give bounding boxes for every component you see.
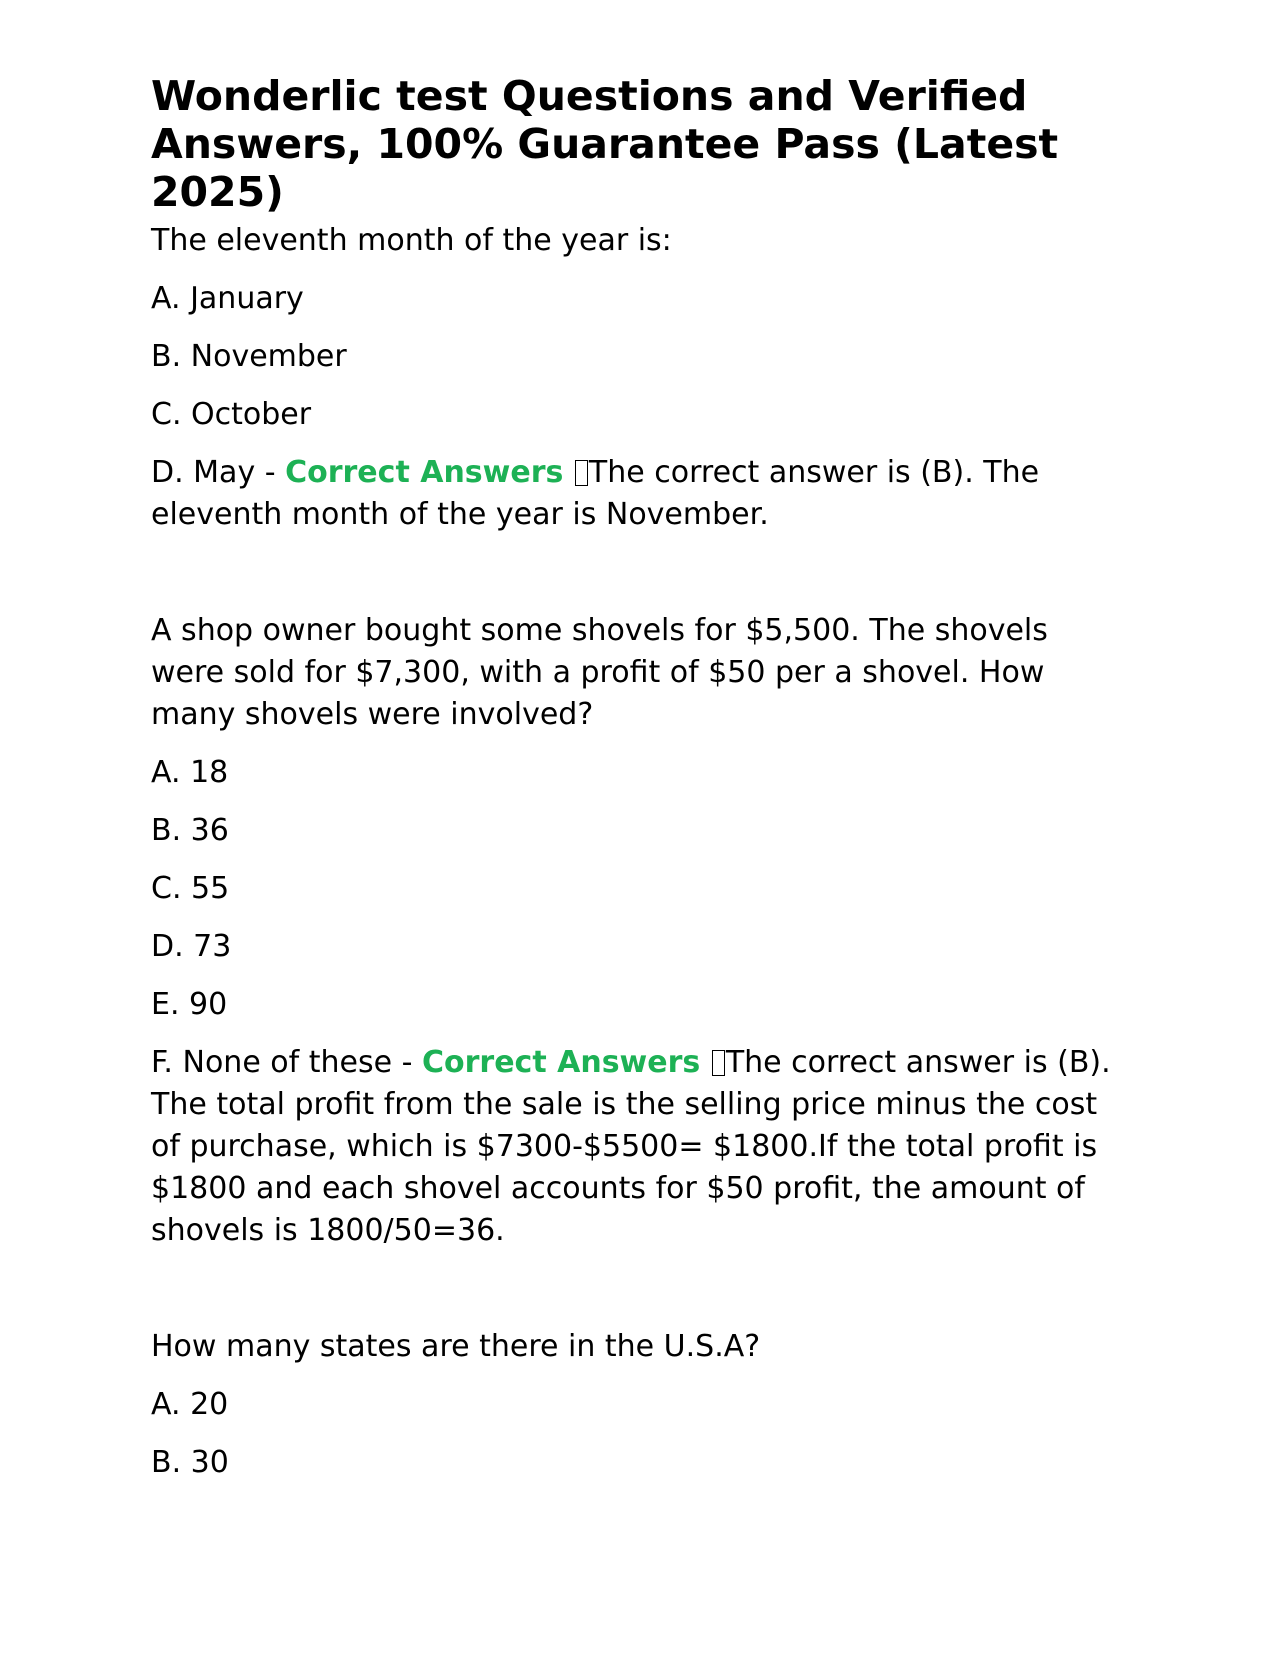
question-text: How many states are there in the U.S.A? bbox=[151, 1329, 761, 1364]
spacer bbox=[151, 552, 1111, 610]
correct-answers-label: Correct Answers bbox=[421, 1045, 701, 1080]
document-title: Wonderlic test Questions and Verified Answers, 100% Guarantee Pass (Latest 2025) bbox=[151, 72, 1059, 216]
answer-option: C. 55 bbox=[151, 871, 230, 906]
spacer bbox=[151, 1268, 1111, 1326]
answer-explanation: The correct answer is (B). The eleventh month of the year is November. bbox=[151, 455, 1040, 532]
answer-option: A. 18 bbox=[151, 755, 229, 790]
correct-answers-label: Correct Answers bbox=[285, 455, 564, 490]
document-page bbox=[151, 72, 1111, 1500]
answer-option: D. 73 bbox=[151, 929, 232, 964]
question-text: The eleventh month of the year is: bbox=[151, 223, 672, 258]
answer-option: B. 36 bbox=[151, 813, 229, 848]
answer-option: B. November bbox=[151, 339, 347, 374]
answer-explanation: The correct answer is (B). The total profit from the sale is the selling price minus the cost of purchase, which is $7300-$5500= $1800.If the total profit is $1800 and each shovel accounts for $50 profit, the amount of shovels is 1800/50=36. bbox=[151, 1045, 1111, 1248]
question-block bbox=[151, 1326, 1111, 1484]
question-text: A shop owner bought some shovels for $5,500. The shovels were sold for $7,300, with a profit of $50 per a shovel. How many shovels were involved? bbox=[151, 613, 1048, 732]
missing-glyph-icon bbox=[575, 460, 588, 486]
answer-option: D. May - bbox=[151, 455, 286, 490]
missing-glyph-icon bbox=[712, 1050, 725, 1076]
answer-option-with-explanation bbox=[151, 1042, 1111, 1252]
answer-option: F. None of these - bbox=[151, 1045, 422, 1080]
question-block bbox=[151, 610, 1111, 1252]
question-block bbox=[151, 220, 1111, 536]
answer-option: E. 90 bbox=[151, 987, 228, 1022]
answer-option: B. 30 bbox=[151, 1445, 229, 1480]
answer-option: C. October bbox=[151, 397, 312, 432]
answer-option-with-explanation bbox=[151, 452, 1111, 536]
answer-option: A. January bbox=[151, 281, 304, 316]
answer-option: A. 20 bbox=[151, 1387, 229, 1422]
